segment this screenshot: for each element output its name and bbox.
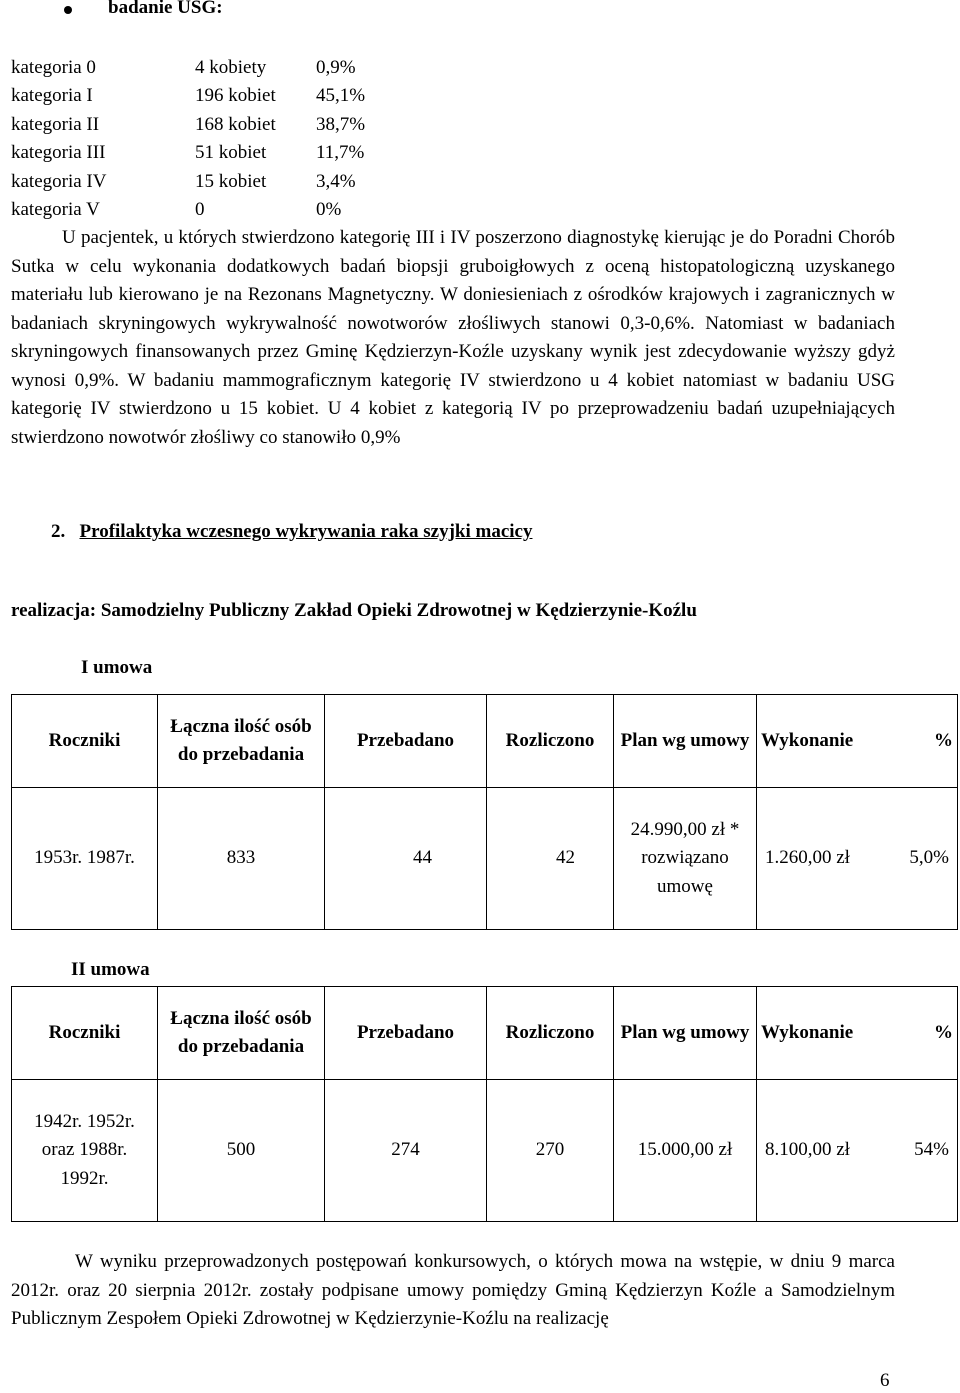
contract-2-label: II umowa xyxy=(71,959,150,980)
header-rozliczono: Rozliczono xyxy=(487,987,614,1080)
stat-percent: 3,4% xyxy=(316,171,356,192)
header-roczniki: Roczniki xyxy=(12,987,158,1080)
stat-count: 168 kobiet xyxy=(195,114,276,135)
stat-percent: 38,7% xyxy=(316,114,366,135)
contract-2-table xyxy=(11,986,958,1222)
cell-rozliczono: 270 xyxy=(487,1080,614,1222)
stat-percent: 0,9% xyxy=(316,57,356,78)
table-header-row xyxy=(12,987,958,1080)
cell-rozliczono: 42 xyxy=(487,788,614,930)
page-number: 6 xyxy=(880,1370,890,1391)
cell-wykonanie-group xyxy=(757,1080,958,1222)
usg-paragraph xyxy=(11,224,895,452)
section-number: 2. xyxy=(51,521,66,542)
stat-category: kategoria II xyxy=(11,114,100,135)
cell-wykonanie: 8.100,00 zł xyxy=(765,1139,850,1161)
header-percent: % xyxy=(934,729,953,751)
cell-roczniki: 1953r. 1987r. xyxy=(12,788,158,930)
stat-count: 196 kobiet xyxy=(195,85,276,106)
stat-count: 0 xyxy=(195,199,205,220)
stat-percent: 11,7% xyxy=(316,142,365,163)
closing-paragraph xyxy=(11,1248,895,1334)
header-wykonanie-group xyxy=(757,695,958,788)
usg-paragraph-text: U pacjentek, u których stwierdzono kategorię III i IV poszerzono diagnostykę kierując je do Poradni Chorób Sutka w celu wykonania dodatkowych badań biopsji gruboigłowych z oceną histopatologiczną uzyskanego materiału lub kierowano je na Rezonans Magnetyczny. W doniesieniach z ośrodków krajowych i zagranicznych w badaniach skryningowych wykrywalność nowotworów złośliwych stanowi 0,3-0,6%. Natomiast w badaniach skryningowych finansowanych przez Gminę Kędzierzyn-Koźle uzyskany wynik jest zdecydowanie wyższy gdyż wynosi 0,9%. W badaniu mammograficznym kategorię IV stwierdzono u 4 kobiet natomiast w badaniu USG kategorię IV stwierdzono u 15 kobiet. U 4 kobiet z kategorią IV po przeprowadzeniu badań uzupełniających stwierdzono nowotwór złośliwy co stanowiło 0,9% xyxy=(11,227,895,448)
table-row xyxy=(12,788,958,930)
header-wykonanie: Wykonanie xyxy=(761,729,854,751)
header-rozliczono: Rozliczono xyxy=(487,695,614,788)
header-plan: Plan wg umowy xyxy=(614,987,757,1080)
cell-przebadano: 44 xyxy=(325,788,487,930)
table-header-row xyxy=(12,695,958,788)
table-row xyxy=(12,1080,958,1222)
header-wykonanie: Wykonanie xyxy=(761,1021,854,1043)
header-plan: Plan wg umowy xyxy=(614,695,757,788)
realization-line: realizacja: Samodzielny Publiczny Zakład Opieki Zdrowotnej w Kędzierzynie-Koźlu xyxy=(11,600,697,621)
stat-percent: 0% xyxy=(316,199,342,220)
stat-category: kategoria I xyxy=(11,85,93,106)
cell-roczniki: 1942r. 1952r. oraz 1988r. 1992r. xyxy=(12,1080,158,1222)
stat-category: kategoria 0 xyxy=(11,57,96,78)
cell-percent: 5,0% xyxy=(909,847,949,869)
header-przebadano: Przebadano xyxy=(325,695,487,788)
header-przebadano: Przebadano xyxy=(325,987,487,1080)
cell-percent: 54% xyxy=(914,1139,949,1161)
contract-1-table xyxy=(11,694,958,930)
stat-count: 4 kobiety xyxy=(195,57,267,78)
cell-plan: 15.000,00 zł xyxy=(614,1080,757,1222)
stat-category: kategoria IV xyxy=(11,171,107,192)
section-title: Profilaktyka wczesnego wykrywania raka szyjki macicy xyxy=(79,521,533,542)
contract-1-label: I umowa xyxy=(81,657,153,678)
stat-count: 15 kobiet xyxy=(195,171,267,192)
bullet-icon xyxy=(64,6,72,14)
cell-laczna: 500 xyxy=(158,1080,325,1222)
header-laczna: Łączna ilość osób do przebadania xyxy=(158,987,325,1080)
header-laczna: Łączna ilość osób do przebadania xyxy=(158,695,325,788)
usg-heading: badanie USG: xyxy=(108,0,223,18)
header-percent: % xyxy=(934,1021,953,1043)
cell-wykonanie: 1.260,00 zł xyxy=(765,847,850,869)
stat-category: kategoria V xyxy=(11,199,100,220)
stat-count: 51 kobiet xyxy=(195,142,267,163)
section-heading xyxy=(51,521,532,543)
cell-przebadano: 274 xyxy=(325,1080,487,1222)
header-wykonanie-group xyxy=(757,987,958,1080)
stat-category: kategoria III xyxy=(11,142,106,163)
header-roczniki: Roczniki xyxy=(12,695,158,788)
stat-percent: 45,1% xyxy=(316,85,366,106)
closing-paragraph-text: W wyniku przeprowadzonych postępowań konkursowych, o których mowa na wstępie, w dniu 9 marca 2012r. oraz 20 sierpnia 2012r. zostały podpisane umowy pomiędzy Gminą Kędzierzyn Koźle a Samodzielnym Publicznym Zespołem Opieki Zdrowotnej w Kędzierzynie-Koźlu na realizację xyxy=(11,1251,895,1329)
cell-plan: 24.990,00 zł * rozwiązano umowę xyxy=(614,788,757,930)
cell-laczna: 833 xyxy=(158,788,325,930)
cell-wykonanie-group xyxy=(757,788,958,930)
